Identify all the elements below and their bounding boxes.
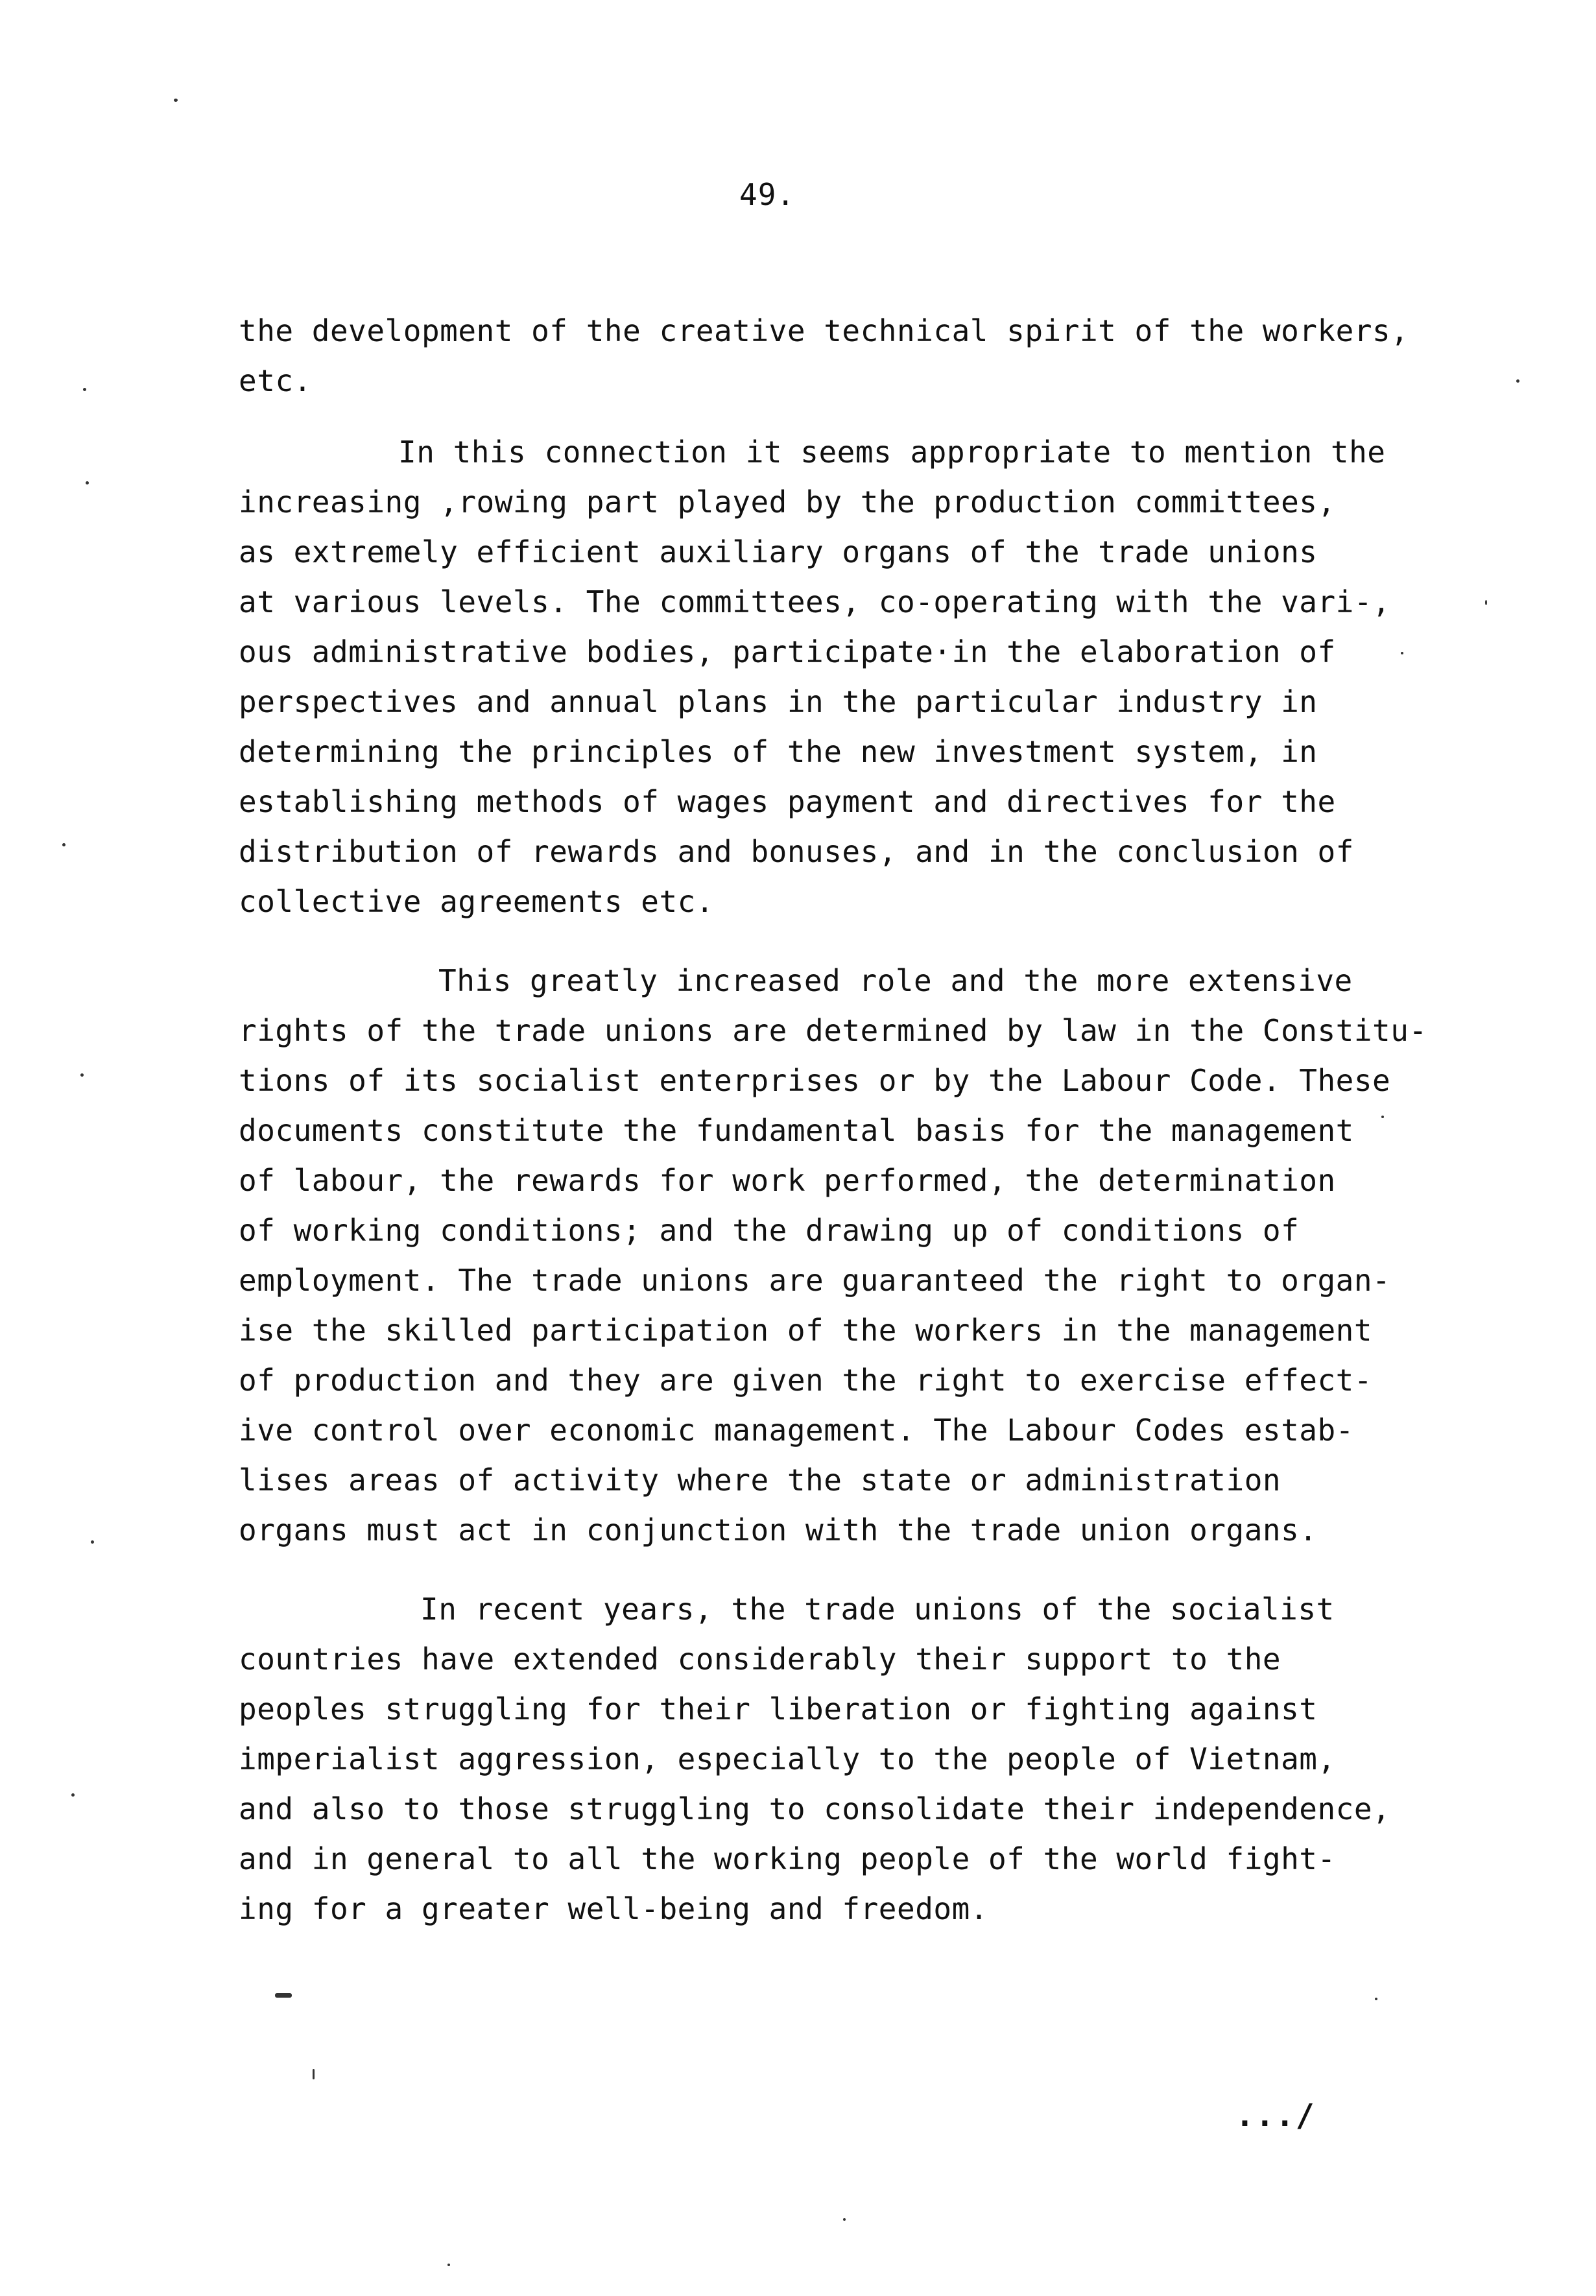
text-line: establishing methods of wages payment and directives for the [239,784,1336,819]
scan-speck [91,1540,94,1544]
text-line: and also to those struggling to consolidate their independence, [239,1791,1391,1826]
scan-speck [447,2264,450,2266]
page-number: 49. [739,177,796,212]
text-line: In recent years, the trade unions of the socialist [420,1592,1335,1627]
scan-speck [80,1073,84,1077]
scan-speck [71,1793,75,1797]
text-line: the development of the creative technical spirit of the workers, [239,313,1409,348]
scan-speck [86,481,89,484]
text-line: of labour, the rewards for work performed, the determination [239,1163,1336,1198]
text-line: of production and they are given the right to exercise effect- [239,1363,1373,1398]
text-line: at various levels. The committees, co-operating with the vari-, [239,584,1391,619]
text-line: increasing ,rowing part played by the production committees, [239,484,1336,520]
text-line: as extremely efficient auxiliary organs of the trade unions [239,534,1318,569]
text-line: ous administrative bodies, participate·in the elaboration of [239,634,1336,669]
text-line: rights of the trade unions are determined by law in the Constitu- [239,1013,1427,1048]
text-line: ing for a greater well-being and freedom. [239,1891,988,1926]
body-text [239,306,1529,1934]
text-line: imperialist aggression, especially to the people of Vietnam, [239,1741,1336,1776]
text-line: collective agreements etc. [239,884,715,919]
scan-speck [1401,652,1403,654]
text-line: distribution of rewards and bonuses, and in the conclusion of [239,834,1354,869]
text-line: and in general to all the working people of the world fight- [239,1841,1336,1876]
scan-speck [174,99,178,102]
text-line: determining the principles of the new investment system, in [239,734,1318,769]
text-line: peoples struggling for their liberation or fighting against [239,1692,1318,1727]
text-line: lises areas of activity where the state or administration [239,1463,1281,1498]
paragraph-2 [239,427,1529,927]
scan-speck [1381,1116,1384,1118]
text-line: tions of its socialist enterprises or by the Labour Code. These [239,1063,1391,1098]
scan-speck [313,2069,315,2079]
paragraph-1 [239,306,1529,406]
text-line: ive control over economic management. The Labour Codes estab- [239,1413,1354,1448]
scan-speck [1375,1998,1377,2000]
text-line: ise the skilled participation of the workers in the management [239,1313,1373,1348]
text-line: of working conditions; and the drawing up of conditions of [239,1213,1300,1248]
scan-speck [62,843,66,846]
scan-speck [1485,600,1487,605]
scan-speck [83,388,86,391]
text-line: This greatly increased role and the more extensive [438,963,1353,998]
scan-speck [843,2218,846,2221]
text-line: documents constitute the fundamental basis for the management [239,1113,1354,1148]
text-line: countries have extended considerably their support to the [239,1642,1281,1677]
continuation-mark: .../ [1235,2098,1316,2134]
text-line: organs must act in conjunction with the trade union organs. [239,1513,1318,1548]
text-line: perspectives and annual plans in the particular industry in [239,684,1318,719]
scan-speck [1516,379,1519,383]
text-line: etc. [239,363,312,398]
text-line: In this connection it seems appropriate to mention the [398,435,1386,470]
paragraph-3 [239,956,1529,1555]
paragraph-4 [239,1584,1529,1934]
scan-speck [275,1993,292,1998]
text-line: employment. The trade unions are guaranteed the right to organ- [239,1263,1391,1298]
